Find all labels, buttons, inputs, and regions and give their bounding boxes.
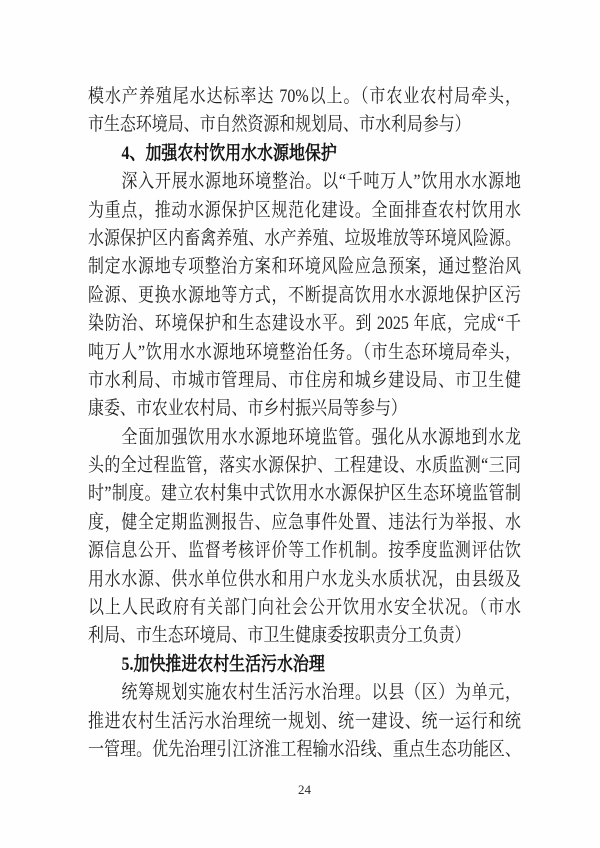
text-line: 一管理。优先治理引江济淮工程输水沿线、重点生态功能区、: [88, 738, 521, 760]
text-line: 用水水源、供水单位供水和用户水龙头水质状况，由县级及: [88, 568, 521, 590]
text-line: 制定水源地专项整治方案和环境风险应急预案，通过整治风: [88, 256, 521, 278]
section-heading-5: 5.加快推进农村生活污水治理: [121, 653, 325, 675]
text-line: 为重点，推动水源保护区规范化建设。全面排查农村饮用水: [88, 199, 521, 221]
text-line: 模水产养殖尾水达标率达 70%以上。（市农业农村局牵头，: [88, 86, 521, 107]
section-heading-4: 4、加强农村饮用水水源地保护: [121, 142, 337, 164]
text-line: 推进农村生活污水治理统一规划、统一建设、统一运行和统: [88, 710, 521, 732]
text-line: 源信息公开、监督考核评价等工作机制。按季度监测评估饮: [88, 540, 521, 562]
text-line: 以上人民政府有关部门向社会公开饮用水安全状况。（市水: [88, 597, 521, 619]
text-line: 统筹规划实施农村生活污水治理。以县（区）为单元，: [121, 682, 521, 704]
text-line: 康委、市农业农村局、市乡村振兴局等参与）: [88, 398, 407, 420]
text-line: 市生态环境局、市自然资源和规划局、市水利局参与）: [88, 114, 471, 136]
text-line: 度，健全定期监测报告、应急事件处置、违法行为举报、水: [88, 511, 521, 533]
text-line: 染防治、环境保护和生态建设水平。到 2025 年底，完成“千: [88, 313, 521, 335]
text-line: 全面加强饮用水水源地环境监管。强化从水源地到水龙: [121, 426, 521, 448]
page-number: 24: [298, 782, 311, 797]
text-line: 时”制度。建立农村集中式饮用水水源保护区生态环境监管制: [88, 483, 521, 505]
text-line: 水源保护区内畜禽养殖、水产养殖、垃圾堆放等环境风险源。: [88, 227, 521, 249]
text-line: 市水利局、市城市管理局、市住房和城乡建设局、市卫生健: [88, 369, 521, 391]
text-line: 头的全过程监管，落实水源保护、工程建设、水质监测“三同: [88, 455, 521, 477]
text-line: 利局、市生态环境局、市卫生健康委按职责分工负责）: [88, 625, 471, 647]
text-block: [88, 83, 522, 764]
text-line: 险源、更换水源地等方式，不断提高饮用水水源地保护区污: [88, 284, 521, 306]
text-line: 深入开展水源地环境整治。以“千吨万人”饮用水水源地: [121, 171, 521, 193]
text-line: 吨万人”饮用水水源地环境整治任务。（市生态环境局牵头，: [88, 341, 521, 363]
